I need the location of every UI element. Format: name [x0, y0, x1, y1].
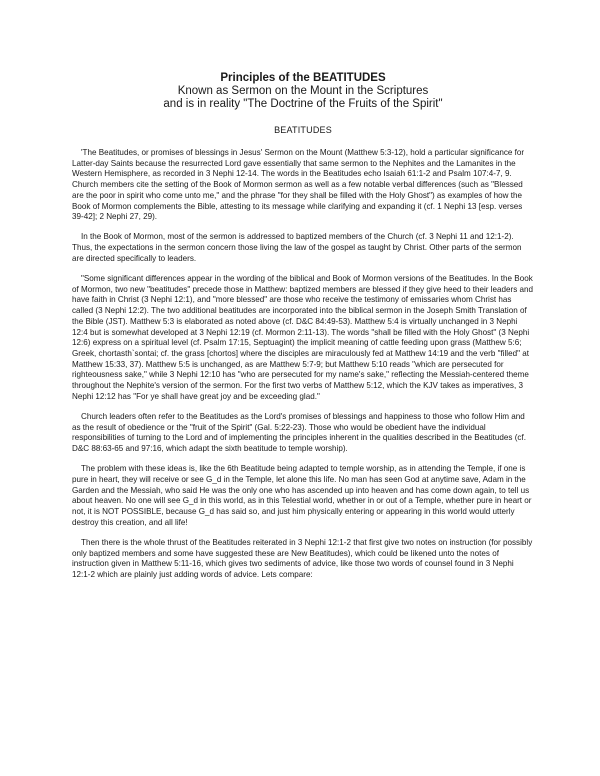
document-title: Principles of the BEATITUDES — [220, 72, 386, 84]
paragraph-2: In the Book of Mormon, most of the sermon is addressed to baptized members of the Church (cf. 3 Nephi 11 and 12:1-2). Thus, the expectations in the sermon concern those living the law of the gospel as taught by Christ. Other parts of the sermon are directed specifically to leaders. — [72, 232, 522, 263]
document-subtitle-line-1: Known as Sermon on the Mount in the Scriptures — [177, 85, 429, 97]
paragraph-5: The problem with these ideas is, like the 6th Beatitude being adapted to temple worship, as in attending the Temple, if one is pure in heart, they will receive or see G_d in the Temple, let alone this life. No man has seen God at anytime save, Adam in the Garden and the Messiah, who said He was the only one who has ascended up into heaven and has come down again, to tell us about heaven. No one will see G_d in this world, as in this Telestial world, whether in or out of a Temple, whether pure in heart or not, it is NOT POSSIBLE, because G_d has said so, and just him physically entering or appearing in this world would utterly destroy this creation, and all life! — [72, 464, 532, 527]
paragraph-4: Church leaders often refer to the Beatitudes as the Lord's promises of blessings and happiness to those who follow Him and as the result of obedience or the "fruit of the Spirit" (Gal. 5:22-23). Those who would be obedient have the individual responsibilities of turning to the Lord and of implementing the principles inherent in the qualities described in the Beatitudes (cf. D&C 88:63-65 and 97:16, which adapt the sixth beatitude to temple worship). — [72, 411, 526, 454]
paragraph-3: "Some significant differences appear in the wording of the biblical and Book of Mormon versions of the Beatitudes. In the Book of Mormon, two new "beatitudes" precede those in Matthew: baptized members are blessed if they give heed to their leaders and have faith in Christ (3 Nephi 12:1), and "more blessed" are those who receive the testimony of emissaries whom Christ has called (3 Nephi 12:2). The two additional beatitudes are incorporated into the biblical sermon in the Joseph Smith Translation of the Bible (JST). Matthew 5:3 is elaborated as noted above (cf. D&C 84:49-53). Matthew 5:4 is virtually unchanged in 3 Nephi 12:4 but is somewhat developed at 3 Nephi 12:19 (cf. Mormon 2:11-13). The words "shall be filled with the Holy Ghost" (3 Nephi 12:6) express on a spiritual level (cf. Psalm 17:15, Septuagint) the implicit meaning of cattle feeding upon grass (Matthew 5:6; Greek, chortasth`sontai; cf. the grass [chortos] where the disciples are miraculously fed at Matthew 14:19 and the verb "filled" at Matthew 15:33, 37). Matthew 5:5 is unchanged, as are Matthew 5:7-9; but Matthew 5:10 reads "which are persecuted for righteousness sake," while 3 Nephi 12:10 has "who are persecuted for my name's sake," reflecting the Messiah-centered theme throughout the Nephite's version of the sermon. For the first two verbs of Matthew 5:12, which the KJV takes as imperatives, 3 Nephi 12:12 has "For ye shall have great joy and be exceeding glad." — [72, 274, 534, 401]
document-subtitle-line-2: and is in reality "The Doctrine of the Fruits of the Spirit" — [163, 98, 443, 110]
paragraph-1: 'The Beatitudes, or promises of blessings in Jesus' Sermon on the Mount (Matthew 5:3-12), hold a particular significance for Latter-day Saints because the resurrected Lord gave essentially that same sermon to the Nephites and the Lamanites in the Western Hemisphere, as recorded in 3 Nephi 12-14. The words in the Beatitudes echo Isaiah 61:1-2 and Psalm 107:4-7, 9. Church members cite the setting of the Book of Mormon sermon as well as a few notable verbal differences (such as "Blessed are the poor in spirit who come unto me," and the phrase "for they shall be filled with the Holy Ghost") as examples of how the Book of Mormon complements the Bible, attesting to its message while clarifying and expanding it (cf. 1 Nephi 13 [esp. verses 39-42]; 2 Nephi 27, 29). — [72, 148, 525, 222]
paragraph-6: Then there is the whole thrust of the Beatitudes reiterated in 3 Nephi 12:1-2 that first give two notes on instruction (for possibly only baptized members and some have suggested these are New Beatitudes), which could be likened unto the notes of instruction given in Matthew 5:11-16, which gives two sediments of advice, like those two words of counsel found in 3 Nephi 12:1-2 which are plainly just adding words of advice. Lets compare: — [72, 538, 533, 580]
section-heading: BEATITUDES — [274, 125, 332, 135]
title-block — [72, 72, 534, 111]
document-page — [72, 72, 534, 590]
